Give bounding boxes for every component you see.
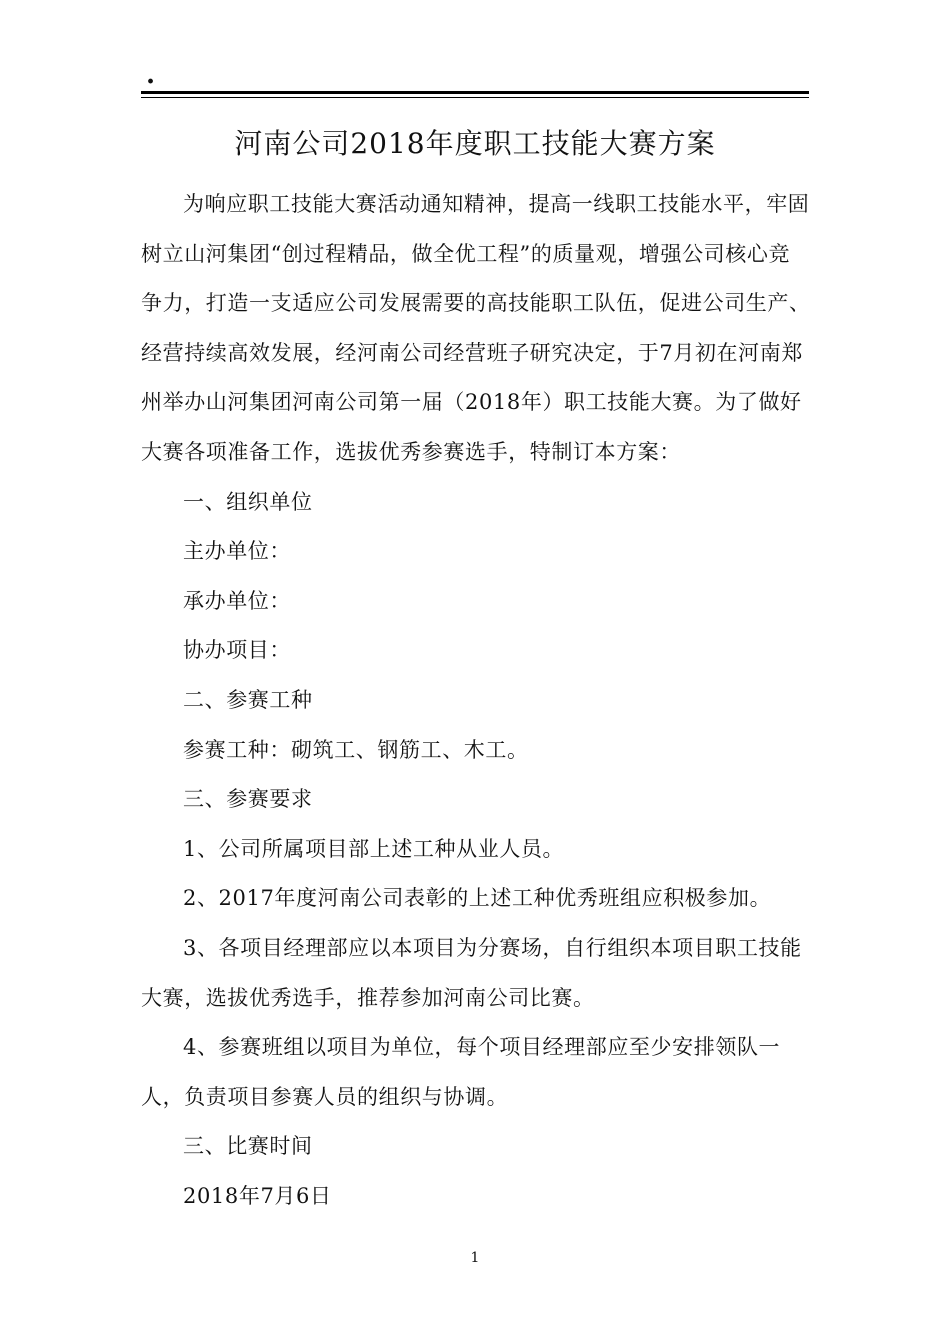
requirement-item-3: 3、各项目经理部应以本项目为分赛场，自行组织本项目职工技能大赛，选拔优秀选手，推荐参加河南公司比赛。 (141, 935, 802, 1010)
page-number: 1 (470, 1250, 480, 1266)
header-rule-thin (141, 97, 809, 98)
host-unit-line: 主办单位： (183, 539, 291, 564)
header-marker: . (146, 60, 156, 90)
intro-paragraph: 为响应职工技能大赛活动通知精神，提高一线职工技能水平，牢固树立山河集团“创过程精品，做全优工程”的质量观，增强公司核心竞争力，打造一支适应公司发展需要的高技能职工队伍，促进公司生产、经营持续高效发展，经河南公司经营班子研究决定，于7月初在河南郑州举办山河集团河南公司第一届（2018年）职工技能大赛。为了做好大赛各项准备工作，选拔优秀参赛选手，特制订本方案： (141, 192, 811, 464)
document-title: 河南公司2018年度职工技能大赛方案 (234, 127, 716, 160)
header-rule-thick (141, 91, 809, 94)
section-heading-time: 三、比赛时间 (183, 1134, 313, 1159)
organizer-unit-line: 承办单位： (183, 588, 291, 613)
requirement-item-4: 4、参赛班组以项目为单位，每个项目经理部应至少安排领队一人，负责项目参赛人员的组织与协调。 (141, 1035, 781, 1109)
requirement-item-1: 1、公司所属项目部上述工种从业人员。 (183, 836, 565, 861)
competition-date: 2018年7月6日 (183, 1183, 332, 1208)
document-body (141, 180, 811, 1221)
co-organizer-line: 协办项目： (183, 638, 291, 663)
section-heading-requirements: 三、参赛要求 (183, 787, 313, 812)
section-heading-organizers: 一、组织单位 (183, 489, 313, 514)
section-heading-trades: 二、参赛工种 (183, 687, 313, 712)
trades-line: 参赛工种：砌筑工、钢筋工、木工。 (183, 737, 529, 762)
requirement-item-2: 2、2017年度河南公司表彰的上述工种优秀班组应积极参加。 (183, 886, 772, 911)
